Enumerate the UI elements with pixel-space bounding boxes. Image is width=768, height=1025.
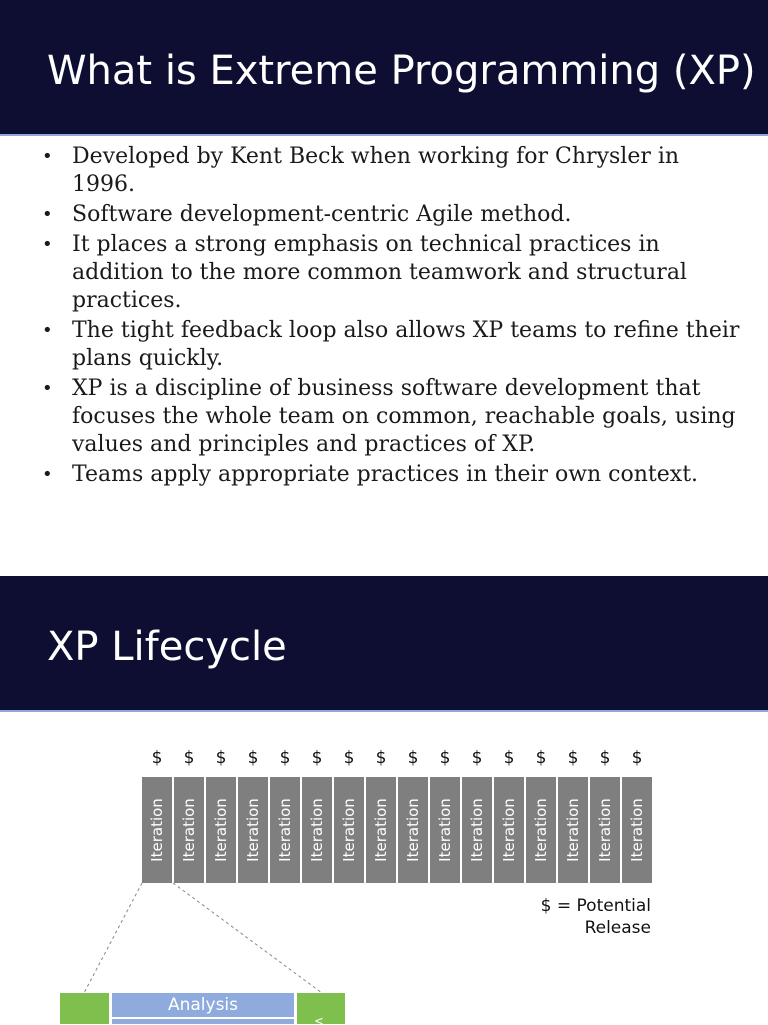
iteration-label: Iteration: [276, 798, 294, 862]
release-marker: $: [343, 748, 355, 768]
iteration-label: Iteration: [404, 798, 422, 862]
iteration-label: Iteration: [212, 798, 230, 862]
release-marker: $: [599, 748, 611, 768]
slide-1-title: What is Extreme Programming (XP): [47, 48, 756, 94]
iteration-label: Iteration: [500, 798, 518, 862]
release-marker: $: [183, 748, 195, 768]
release-marker: $: [375, 748, 387, 768]
bullet-text: The tight feedback loop also allows XP teams to refine their plans quickly.: [72, 318, 740, 371]
release-marker: $: [279, 748, 291, 768]
iteration-label: Iteration: [468, 798, 486, 862]
iteration-label: Iteration: [308, 798, 326, 862]
legend-line-1: $ = Potential: [540, 896, 651, 916]
bullet-icon: •: [42, 146, 53, 167]
bullet-icon: •: [42, 464, 53, 485]
release-marker: $: [631, 748, 643, 768]
bullet-text: XP is a discipline of business software development that focuses the whole team on common, reachable goals, using values and principles and practices of XP.: [72, 376, 736, 457]
bullet-icon: •: [42, 234, 53, 255]
release-marker: $: [311, 748, 323, 768]
iteration-label: Iteration: [436, 798, 454, 862]
legend-line-2: Release: [584, 918, 651, 938]
zoom-line-left: [84, 883, 142, 993]
phase-box-next: [112, 1019, 294, 1024]
bullet-icon: •: [42, 378, 53, 399]
release-marker: $: [471, 748, 483, 768]
bullet-text: Software development-centric Agile method.: [72, 202, 572, 227]
release-marker: $: [439, 748, 451, 768]
release-marker: $: [503, 748, 515, 768]
iteration-label: Iteration: [532, 798, 550, 862]
bullet-icon: •: [42, 320, 53, 341]
release-marker: $: [535, 748, 547, 768]
iteration-label: Iteration: [340, 798, 358, 862]
bullet-icon: •: [42, 204, 53, 225]
release-marker: $: [567, 748, 579, 768]
iteration-label: Iteration: [244, 798, 262, 862]
zoom-line-right: [173, 883, 322, 993]
iteration-label: Iteration: [628, 798, 646, 862]
bullet-text: It places a strong emphasis on technical practices in addition to the more common teamwork and structural practices.: [72, 232, 687, 313]
iteration-label: Iteration: [596, 798, 614, 862]
analysis-phase-box: Analysis: [112, 993, 294, 1017]
slide-2-title: XP Lifecycle: [47, 624, 287, 670]
side-phase-box-left: [60, 993, 109, 1024]
iteration-label: Iteration: [180, 798, 198, 862]
potential-release-legend: [480, 895, 651, 939]
iteration-label: Iteration: [148, 798, 166, 862]
iteration-label: Iteration: [372, 798, 390, 862]
partial-phase-label: v: [312, 1017, 327, 1025]
iteration-label: Iteration: [564, 798, 582, 862]
release-marker: $: [247, 748, 259, 768]
release-marker: $: [407, 748, 419, 768]
release-marker: $: [151, 748, 163, 768]
bullet-text: Developed by Kent Beck when working for Chrysler in 1996.: [72, 144, 680, 197]
release-marker: $: [215, 748, 227, 768]
bullet-text: Teams apply appropriate practices in their own context.: [72, 462, 699, 487]
